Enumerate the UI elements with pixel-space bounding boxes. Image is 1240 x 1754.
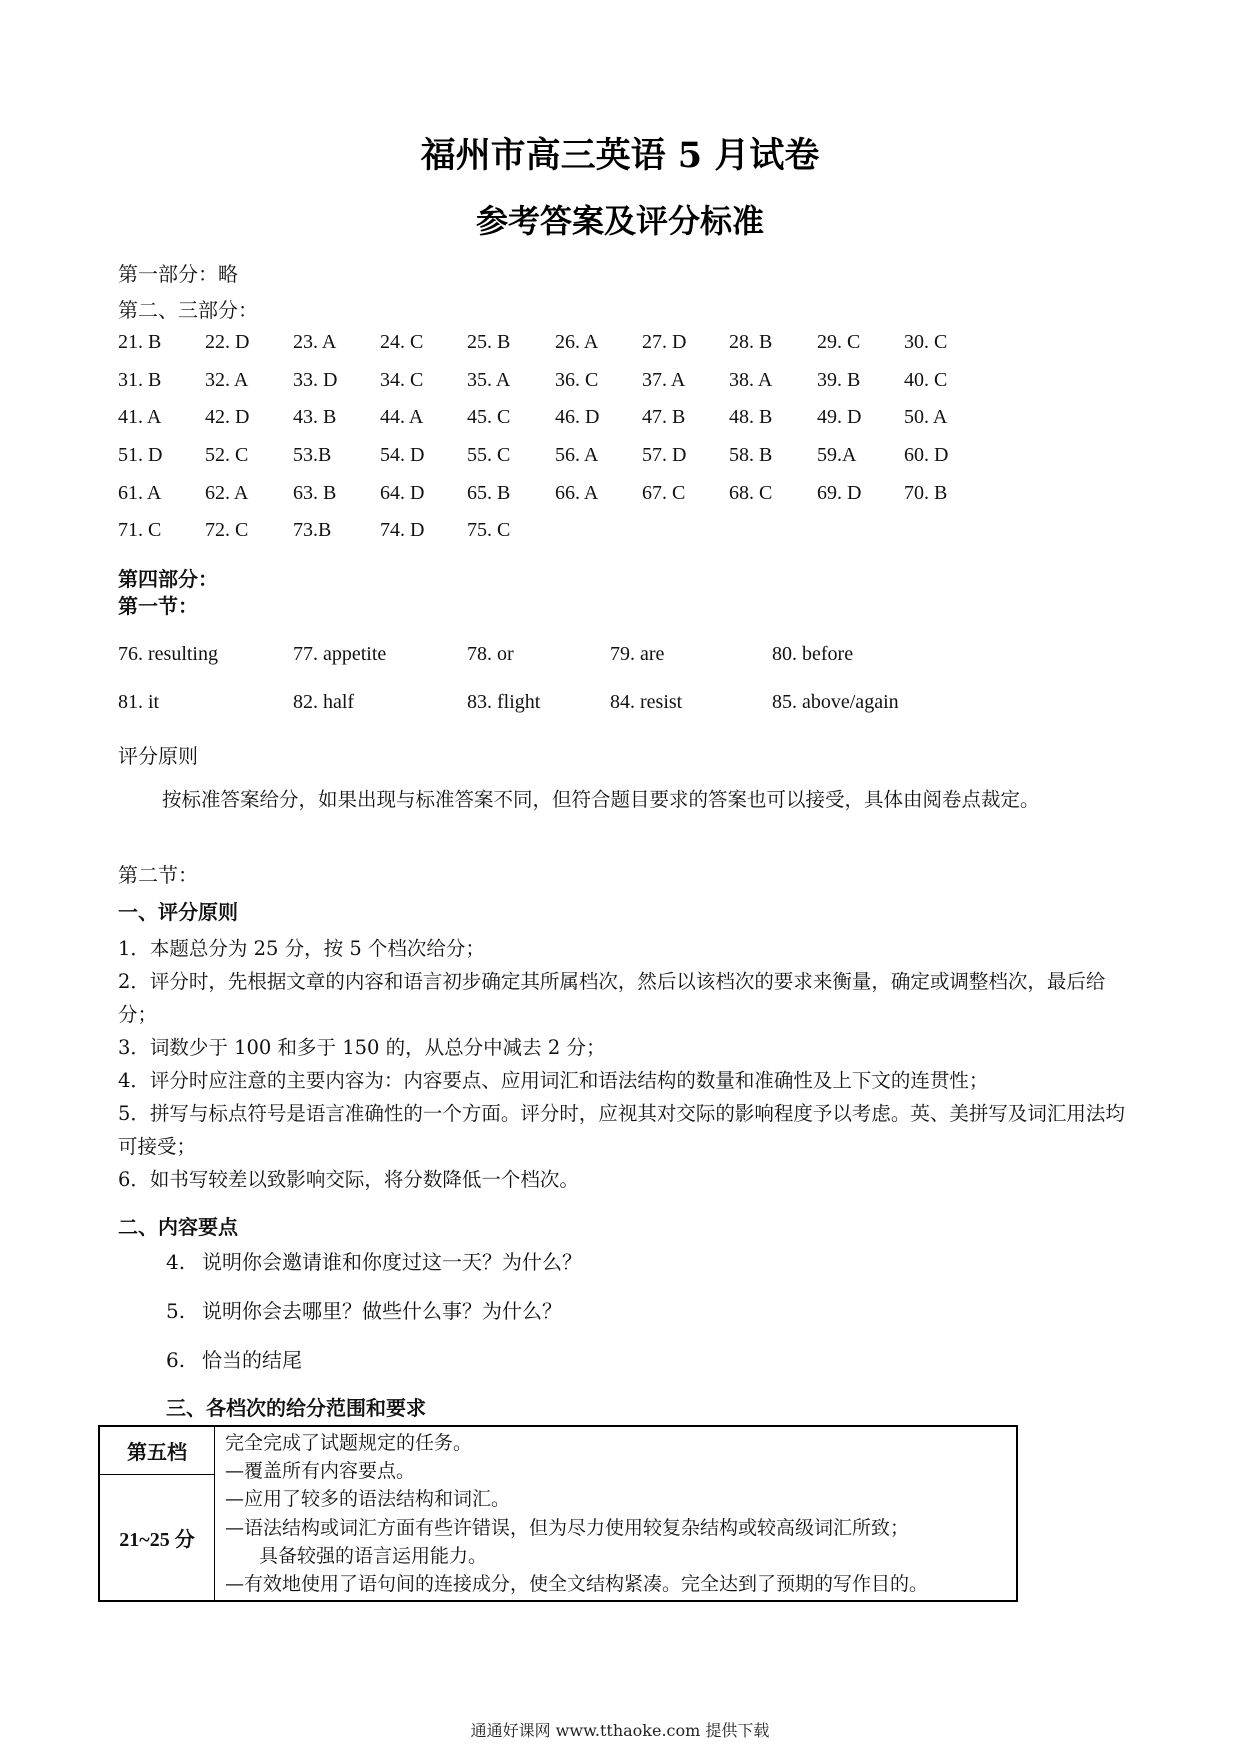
answer-item: 22. D	[205, 331, 250, 353]
fill-item: 84. resist	[610, 691, 683, 713]
answer-item: 28. B	[729, 331, 773, 353]
page-footer: 通通好课网 www.tthaoke.com 提供下载	[470, 1721, 770, 1740]
answer-item: 62. A	[205, 481, 249, 504]
scoring-rule: 5．拼写与标点符号是语言准确性的一个方面。评分时，应视其对交际的影响程度予以考虑。英、美拼写及词汇用法均可接受；	[118, 1102, 1125, 1158]
grade-description-line: 具备较强的语言运用能力。	[259, 1544, 488, 1567]
section-one-heading: 第一节：	[118, 594, 198, 618]
heading-grade-bands: 三、各档次的给分范围和要求	[166, 1396, 426, 1420]
answer-item: 40. C	[904, 368, 948, 391]
fill-item: 77. appetite	[293, 643, 387, 665]
answer-item: 30. C	[904, 331, 948, 353]
answer-item: 21. B	[118, 331, 162, 353]
answer-item: 46. D	[555, 406, 600, 429]
answer-item: 53.B	[293, 444, 332, 467]
answer-item: 26. A	[555, 331, 599, 353]
answer-item: 56. A	[555, 444, 599, 467]
grade-score-cell: 21~25 分	[99, 1475, 215, 1602]
answer-item: 31. B	[118, 368, 162, 391]
answer-item: 72. C	[205, 519, 249, 542]
answer-item: 59.A	[817, 444, 857, 467]
answer-item: 68. C	[729, 481, 773, 504]
answer-item: 49. D	[817, 406, 862, 429]
fill-item: 80. before	[772, 643, 854, 665]
answer-item: 61. A	[118, 481, 162, 504]
answer-item: 54. D	[380, 444, 425, 467]
fill-item: 79. are	[610, 643, 665, 665]
answer-item: 37. A	[642, 368, 686, 391]
answer-item: 41. A	[118, 406, 162, 429]
answer-item: 33. D	[293, 368, 338, 391]
answer-item: 57. D	[642, 444, 687, 467]
answer-item: 58. B	[729, 444, 773, 467]
scoring-rule: 4．评分时应注意的主要内容为：内容要点、应用词汇和语法结构的数量和准确性及上下文的连贯性；	[118, 1069, 989, 1092]
answer-item: 70. B	[904, 481, 948, 504]
part-two-three-heading: 第二、三部分：	[118, 298, 258, 322]
answer-item: 38. A	[729, 368, 773, 391]
scoring-rules-list	[118, 932, 1128, 1196]
answer-item: 34. C	[380, 368, 424, 391]
answer-item: 60. D	[904, 444, 949, 467]
answer-item: 52. C	[205, 444, 249, 467]
answer-item: 66. A	[555, 481, 599, 504]
fill-item: 83. flight	[467, 691, 541, 713]
fill-item: 76. resulting	[118, 643, 218, 665]
heading-scoring-principles: 一、评分原则	[118, 900, 238, 924]
section-two-heading: 第二节：	[118, 863, 198, 887]
point-text: 说明你会邀请谁和你度过这一天？为什么？	[202, 1250, 582, 1274]
point-text: 恰当的结尾	[202, 1348, 302, 1372]
part-four-heading: 第四部分：	[118, 567, 218, 591]
grade-description-line: —覆盖所有内容要点。	[225, 1460, 416, 1483]
answer-item: 23. A	[293, 331, 337, 353]
page-title: 福州市高三英语 5 月试卷	[420, 135, 820, 176]
answer-item: 43. B	[293, 406, 337, 429]
answer-item: 63. B	[293, 481, 337, 504]
answer-item: 36. C	[555, 368, 599, 391]
scoring-principle-text: 按标准答案给分，如果出现与标准答案不同，但符合题目要求的答案也可以接受，具体由阅卷点裁定。	[162, 788, 1040, 811]
fill-item: 81. it	[118, 691, 160, 713]
answer-item: 39. B	[817, 368, 861, 391]
answer-item: 73.B	[293, 519, 332, 542]
answer-item: 32. A	[205, 368, 249, 391]
answer-item: 45. C	[467, 406, 511, 429]
fill-item: 78. or	[467, 643, 514, 665]
answer-item: 35. A	[467, 368, 511, 391]
point-number: 4.	[166, 1250, 186, 1274]
point-number: 5.	[166, 1299, 186, 1323]
part-one-line: 第一部分：略	[118, 262, 238, 286]
fill-item: 82. half	[293, 691, 355, 713]
grade-description-line: —应用了较多的语法结构和词汇。	[225, 1488, 511, 1511]
scoring-principle-label: 评分原则	[118, 744, 198, 768]
answer-item: 44. A	[380, 406, 424, 429]
answer-item: 51. D	[118, 444, 163, 467]
answer-item: 48. B	[729, 406, 773, 429]
page-subtitle: 参考答案及评分标准	[475, 202, 764, 240]
grade-description-line: —有效地使用了语句间的连接成分，使全文结构紧凑。完全达到了预期的写作目的。	[225, 1573, 929, 1596]
fill-item: 85. above/again	[772, 691, 899, 713]
answer-item: 27. D	[642, 331, 687, 353]
scoring-rule: 3．词数少于 100 和多于 150 的，从总分中减去 2 分；	[118, 1036, 606, 1059]
scoring-rule: 2．评分时，先根据文章的内容和语言初步确定其所属档次，然后以该档次的要求来衡量，确定或调整档次，最后给分；	[118, 970, 1106, 1026]
content-points-list	[166, 1246, 582, 1393]
answer-item: 67. C	[642, 481, 686, 504]
answer-item: 29. C	[817, 331, 861, 353]
answer-item: 55. C	[467, 444, 511, 467]
table-row	[99, 1426, 1017, 1475]
grade-band-table	[98, 1425, 1018, 1602]
grade-description-line: —语法结构或词汇方面有些许错误，但为尽力使用较复杂结构或较高级词汇所致；	[225, 1516, 910, 1539]
answer-item: 47. B	[642, 406, 686, 429]
answer-item: 24. C	[380, 331, 424, 353]
point-text: 说明你会去哪里？做些什么事？为什么？	[202, 1299, 562, 1323]
heading-content-points: 二、内容要点	[118, 1215, 238, 1239]
answer-item: 65. B	[467, 481, 511, 504]
answer-item: 69. D	[817, 481, 862, 504]
answer-item: 74. D	[380, 519, 425, 542]
grade-description-cell	[215, 1426, 1018, 1601]
point-number: 6.	[166, 1348, 186, 1372]
answer-item: 25. B	[467, 331, 511, 353]
grade-description-line: 完全完成了试题规定的任务。	[225, 1432, 473, 1454]
answer-item: 75. C	[467, 519, 511, 542]
content-point	[166, 1295, 582, 1344]
answer-item: 50. A	[904, 406, 948, 429]
grade-level-cell: 第五档	[99, 1426, 215, 1475]
content-point	[166, 1344, 582, 1393]
answer-item: 71. C	[118, 519, 162, 542]
answer-item: 64. D	[380, 481, 425, 504]
scoring-rule: 6．如书写较差以致影响交际，将分数降低一个档次。	[118, 1168, 579, 1191]
scoring-rule: 1．本题总分为 25 分，按 5 个档次给分；	[118, 937, 485, 960]
answer-item: 42. D	[205, 406, 250, 429]
content-point	[166, 1246, 582, 1295]
